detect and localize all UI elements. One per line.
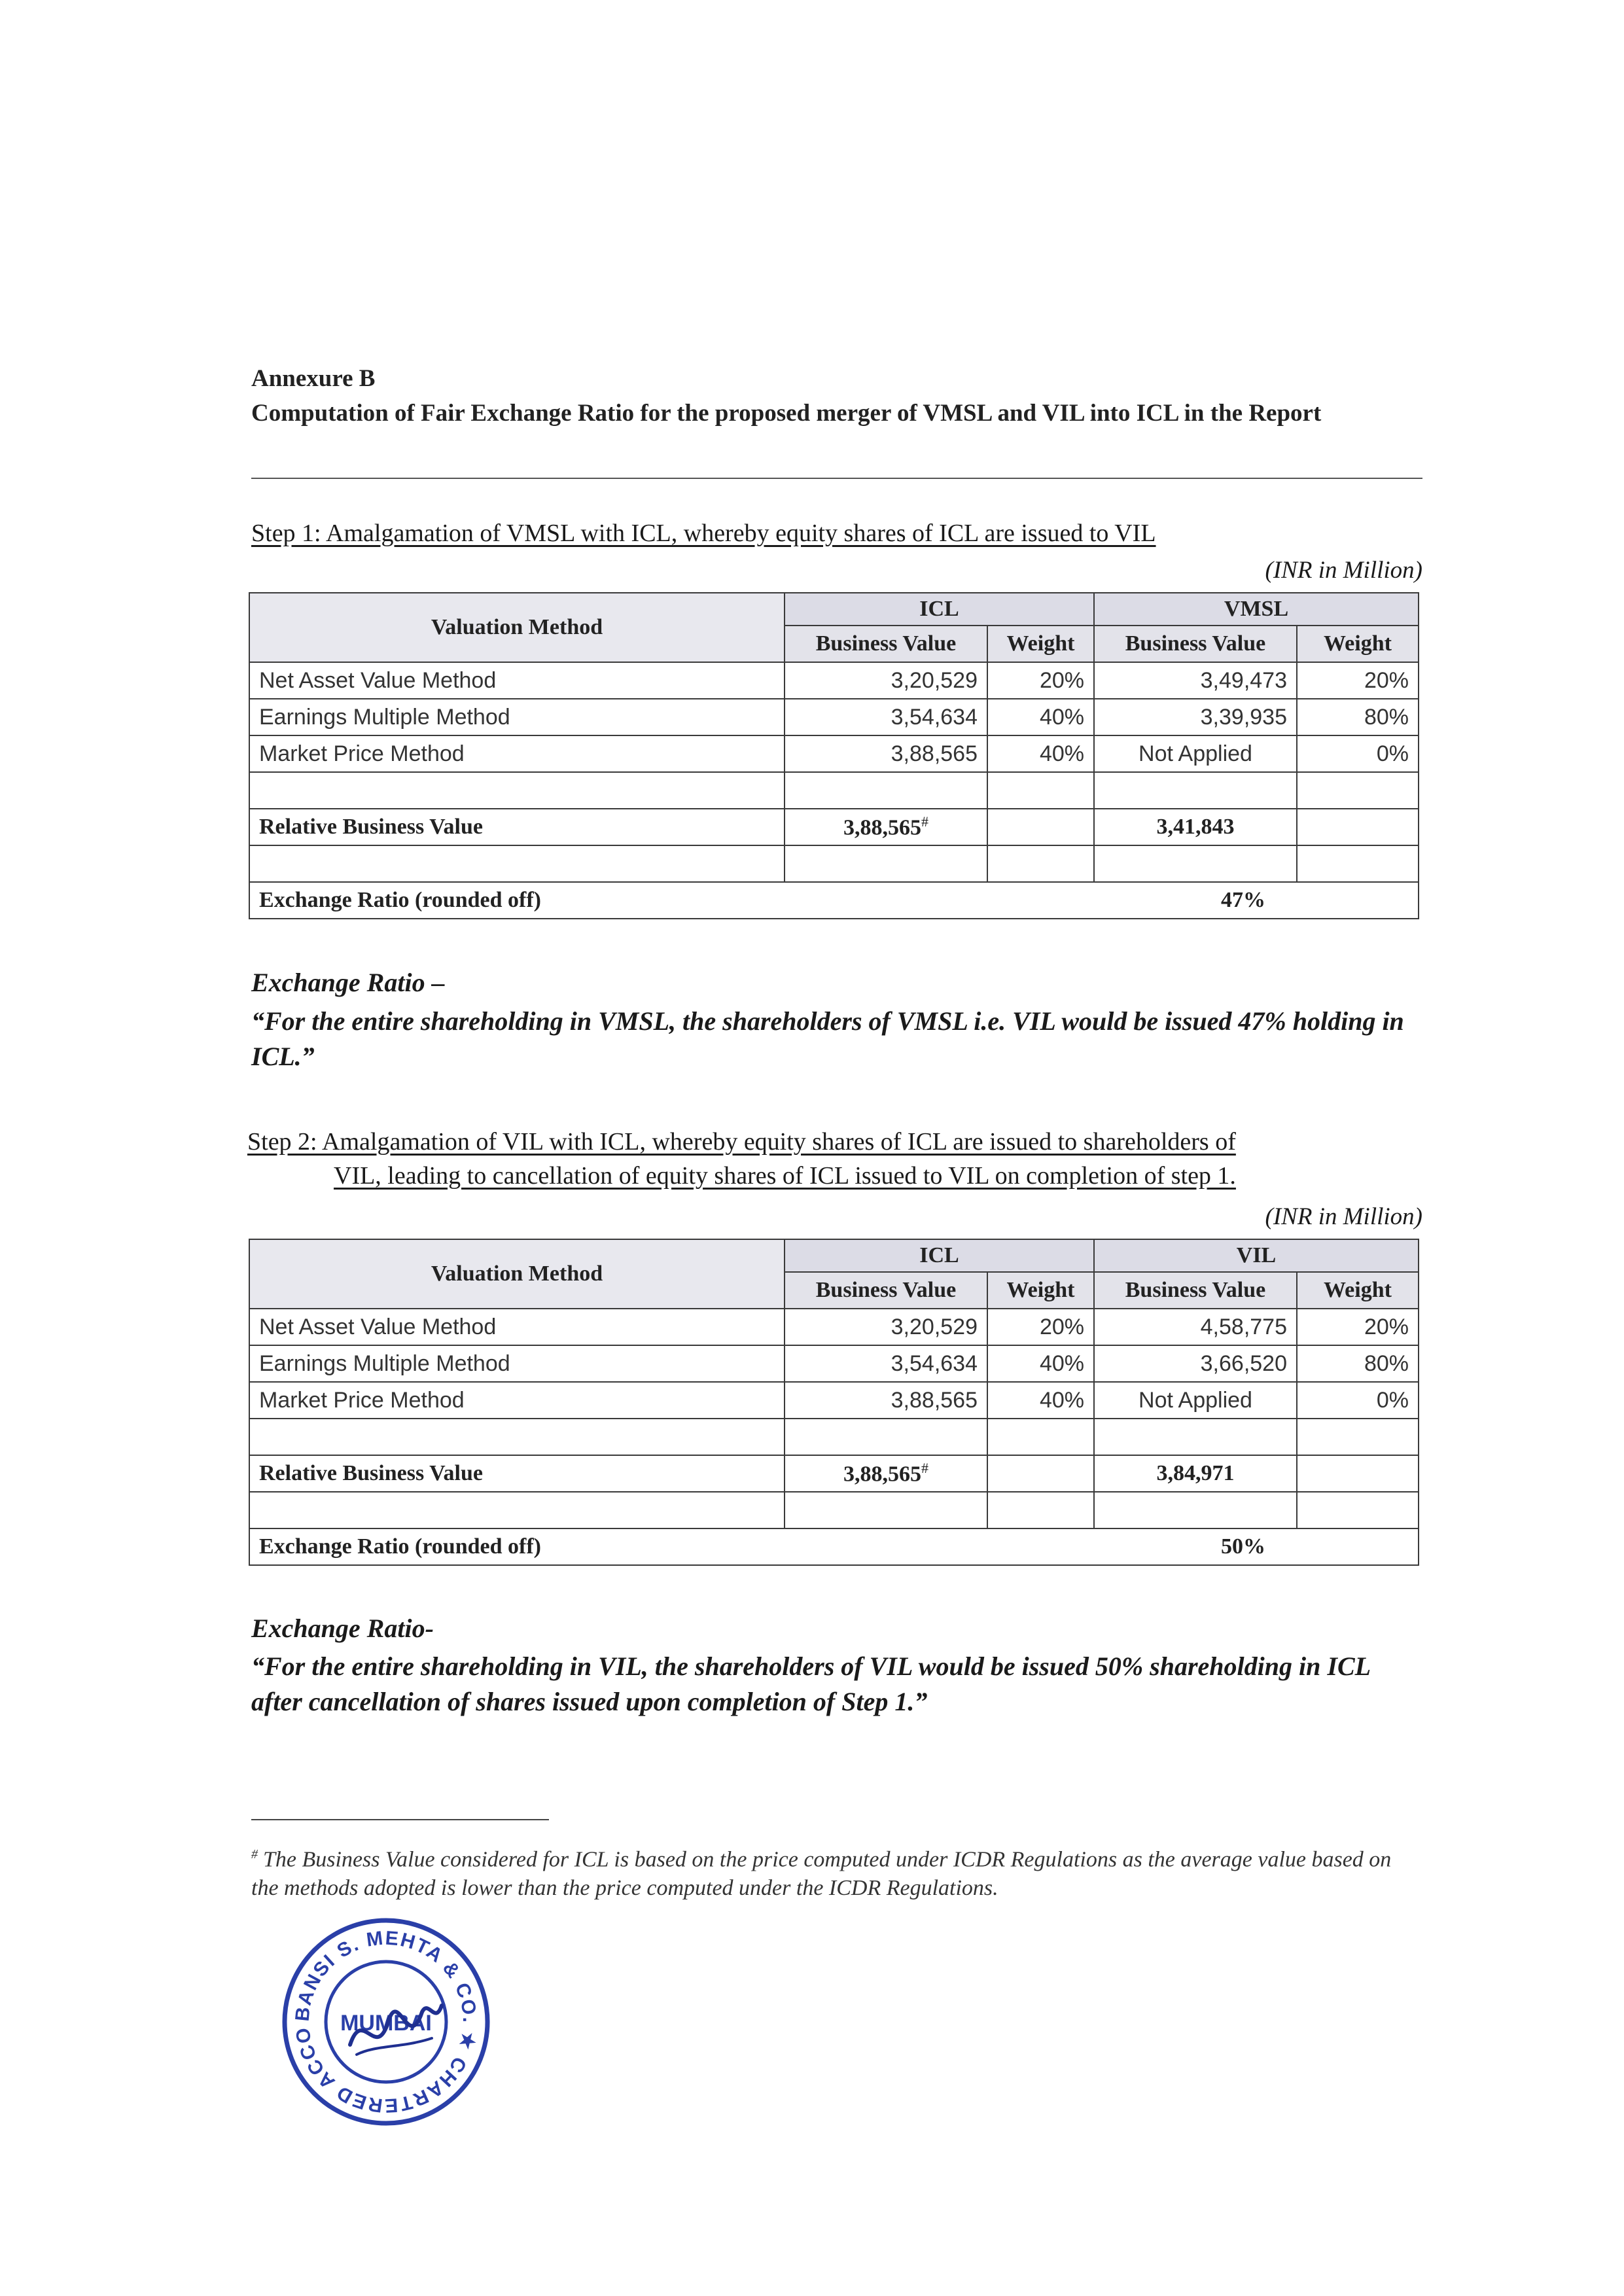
weight: 40% xyxy=(987,1382,1094,1419)
col-group-icl: ICL xyxy=(785,1239,1094,1272)
col-weight: Weight xyxy=(1297,1272,1419,1309)
footnote: # The Business Value considered for ICL is based on the price computed under ICDR Regulations as the average value based on the methods adopted is lower than the price computed under the ICDR Regulations. xyxy=(251,1847,1392,1901)
svg-text:BANSI S. MEHTA & CO. ★ CHARTER: BANSI S. MEHTA & CO. ★ CHARTERED ACCO xyxy=(291,1927,481,2117)
table-row xyxy=(249,1309,1419,1345)
method-name: Net Asset Value Method xyxy=(249,1309,785,1345)
business-value: Not Applied xyxy=(1094,1382,1297,1419)
step1-unit: (INR in Million) xyxy=(1265,557,1422,584)
exchange-ratio-value: 47% xyxy=(1221,888,1265,912)
weight: 40% xyxy=(987,735,1094,772)
table-row xyxy=(249,1345,1419,1382)
business-value: 3,66,520 xyxy=(1094,1345,1297,1382)
seal-icon xyxy=(278,1914,494,2130)
col-business-value: Business Value xyxy=(1094,1272,1297,1309)
step2-unit: (INR in Million) xyxy=(1265,1203,1422,1230)
step2-exchange-ratio-quote: “For the entire shareholding in VIL, the shareholders of VIL would be issued 50% shareholding in ICL after cancellation of shares issued upon completion of Step 1.” xyxy=(251,1651,1370,1716)
step1-heading: Step 1: Amalgamation of VMSL with ICL, whereby equity shares of ICL are issued to VIL xyxy=(251,520,1156,547)
weight: 0% xyxy=(1297,735,1419,772)
step1-exchange-ratio-heading: Exchange Ratio – xyxy=(251,968,445,997)
method-name: Market Price Method xyxy=(249,735,785,772)
exchange-ratio-row xyxy=(249,1528,1419,1565)
relative-label: Relative Business Value xyxy=(249,1455,785,1492)
business-value: 3,88,565 xyxy=(785,735,987,772)
col-valuation-method: Valuation Method xyxy=(249,1239,785,1309)
business-value: 3,20,529 xyxy=(785,662,987,699)
blank-row xyxy=(249,1419,1419,1455)
col-business-value: Business Value xyxy=(785,626,987,662)
blank-row xyxy=(249,772,1419,809)
col-valuation-method: Valuation Method xyxy=(249,593,785,662)
relative-value-vmsl: 3,41,843 xyxy=(1094,809,1297,845)
step2-exchange-ratio-heading: Exchange Ratio- xyxy=(251,1614,434,1643)
exchange-ratio-cell: Exchange Ratio (rounded off) 47% xyxy=(249,882,1419,919)
step2-heading-line2: VIL, leading to cancellation of equity shares of ICL issued to VIL on completion of step 1. xyxy=(334,1162,1236,1190)
step2-valuation-table xyxy=(249,1239,1419,1566)
annexure-label: Annexure B xyxy=(251,365,376,392)
blank-row xyxy=(249,1492,1419,1528)
business-value: Not Applied xyxy=(1094,735,1297,772)
weight: 80% xyxy=(1297,1345,1419,1382)
relative-label: Relative Business Value xyxy=(249,809,785,845)
exchange-ratio-row xyxy=(249,882,1419,919)
relative-value-vil: 3,84,971 xyxy=(1094,1455,1297,1492)
business-value: 3,54,634 xyxy=(785,1345,987,1382)
business-value: 3,88,565 xyxy=(785,1382,987,1419)
blank-row xyxy=(249,845,1419,882)
business-value: 3,39,935 xyxy=(1094,699,1297,735)
relative-business-value-row xyxy=(249,1455,1419,1492)
weight: 0% xyxy=(1297,1382,1419,1419)
table-row xyxy=(249,662,1419,699)
relative-value-icl: 3,88,565# xyxy=(785,809,987,845)
footnote-divider xyxy=(251,1819,549,1820)
method-name: Earnings Multiple Method xyxy=(249,699,785,735)
exchange-ratio-cell: Exchange Ratio (rounded off) 50% xyxy=(249,1528,1419,1565)
method-name: Net Asset Value Method xyxy=(249,662,785,699)
title-divider xyxy=(251,478,1422,479)
business-value: 3,49,473 xyxy=(1094,662,1297,699)
table-row xyxy=(249,1382,1419,1419)
weight: 20% xyxy=(1297,662,1419,699)
relative-business-value-row xyxy=(249,809,1419,845)
weight: 80% xyxy=(1297,699,1419,735)
business-value: 3,20,529 xyxy=(785,1309,987,1345)
firm-seal-stamp xyxy=(278,1914,494,2130)
weight: 40% xyxy=(987,699,1094,735)
step1-valuation-table xyxy=(249,592,1419,919)
col-weight: Weight xyxy=(1297,626,1419,662)
table-row xyxy=(249,699,1419,735)
col-group-vil: VIL xyxy=(1094,1239,1419,1272)
col-weight: Weight xyxy=(987,1272,1094,1309)
method-name: Earnings Multiple Method xyxy=(249,1345,785,1382)
exchange-ratio-value: 50% xyxy=(1221,1534,1265,1559)
col-weight: Weight xyxy=(987,626,1094,662)
page-title: Computation of Fair Exchange Ratio for the proposed merger of VMSL and VIL into ICL in the Report xyxy=(251,400,1322,427)
step2-heading-line1: Step 2: Amalgamation of VIL with ICL, whereby equity shares of ICL are issued to shareholders of xyxy=(247,1128,1236,1156)
table-row xyxy=(249,735,1419,772)
col-group-vmsl: VMSL xyxy=(1094,593,1419,626)
col-business-value: Business Value xyxy=(1094,626,1297,662)
weight: 20% xyxy=(987,662,1094,699)
relative-value-icl: 3,88,565# xyxy=(785,1455,987,1492)
weight: 40% xyxy=(987,1345,1094,1382)
method-name: Market Price Method xyxy=(249,1382,785,1419)
weight: 20% xyxy=(1297,1309,1419,1345)
svg-text:MUMBAI: MUMBAI xyxy=(340,2011,432,2036)
business-value: 3,54,634 xyxy=(785,699,987,735)
business-value: 4,58,775 xyxy=(1094,1309,1297,1345)
weight: 20% xyxy=(987,1309,1094,1345)
step1-exchange-ratio-quote: “For the entire shareholding in VMSL, the shareholders of VMSL i.e. VIL would be issued 47% holding in ICL.” xyxy=(251,1006,1404,1071)
col-group-icl: ICL xyxy=(785,593,1094,626)
col-business-value: Business Value xyxy=(785,1272,987,1309)
